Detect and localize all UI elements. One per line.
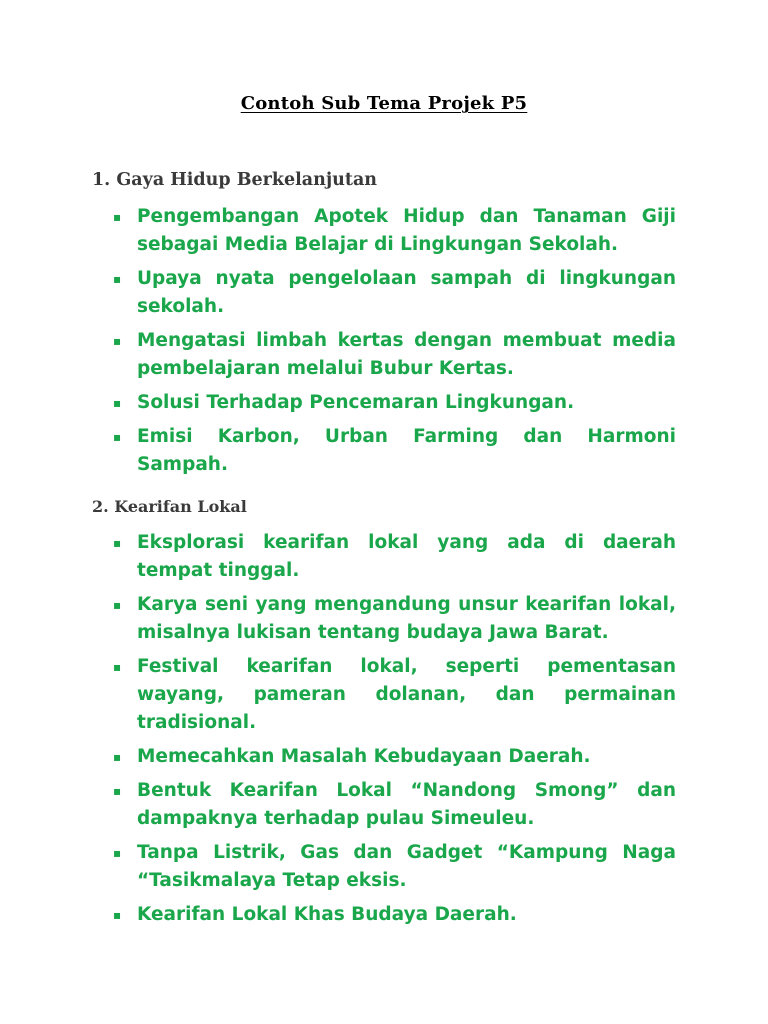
page-title: Contoh Sub Tema Projek P5 [240, 93, 528, 114]
square-bullet-icon: ▪ [113, 598, 122, 612]
section-heading-kearifan-lokal: 2. Kearifan Lokal [92, 497, 247, 516]
list-item [104, 203, 676, 259]
square-bullet-icon: ▪ [113, 430, 122, 444]
list-item [104, 423, 676, 479]
square-bullet-icon: ▪ [113, 334, 122, 348]
list-item-text: Eksplorasi kearifan lokal yang ada di daerah tempat tinggal. [137, 532, 676, 581]
list-item [104, 839, 676, 895]
list-item-text: Memecahkan Masalah Kebudayaan Daerah. [137, 746, 591, 767]
list-item [104, 743, 676, 771]
square-bullet-icon: ▪ [113, 784, 122, 798]
list-item-text: Emisi Karbon, Urban Farming dan Harmoni Sampah. [137, 426, 676, 475]
list-item-text: Pengembangan Apotek Hidup dan Tanaman Giji sebagai Media Belajar di Lingkungan Sekolah. [137, 206, 676, 255]
square-bullet-icon: ▪ [113, 750, 122, 764]
section-heading-gaya-hidup: 1. Gaya Hidup Berkelanjutan [92, 170, 378, 190]
list-item-text: Festival kearifan lokal, seperti pementasan wayang, pameran dolanan, dan permainan tradisional. [137, 656, 676, 733]
list-item [104, 591, 676, 647]
square-bullet-icon: ▪ [113, 908, 122, 922]
list-item-text: Mengatasi limbah kertas dengan membuat media pembelajaran melalui Bubur Kertas. [137, 330, 676, 379]
list-item [104, 777, 676, 833]
square-bullet-icon: ▪ [113, 846, 122, 860]
list-gaya-hidup [104, 203, 676, 485]
list-item-text: Bentuk Kearifan Lokal “Nandong Smong” dan dampaknya terhadap pulau Simeuleu. [137, 780, 676, 829]
square-bullet-icon: ▪ [113, 272, 122, 286]
square-bullet-icon: ▪ [113, 536, 122, 550]
list-item [104, 529, 676, 585]
list-item [104, 653, 676, 737]
square-bullet-icon: ▪ [113, 396, 122, 410]
list-item-text: Karya seni yang mengandung unsur kearifan lokal, misalnya lukisan tentang budaya Jawa Barat. [137, 594, 676, 643]
list-item [104, 389, 676, 417]
list-item-text: Upaya nyata pengelolaan sampah di lingkungan sekolah. [137, 268, 676, 317]
list-item [104, 901, 676, 929]
list-item-text: Solusi Terhadap Pencemaran Lingkungan. [137, 392, 575, 413]
list-kearifan-lokal [104, 529, 676, 935]
square-bullet-icon: ▪ [113, 660, 122, 674]
list-item-text: Tanpa Listrik, Gas dan Gadget “Kampung Naga “Tasikmalaya Tetap eksis. [137, 842, 676, 891]
list-item [104, 265, 676, 321]
list-item [104, 327, 676, 383]
square-bullet-icon: ▪ [113, 210, 122, 224]
list-item-text: Kearifan Lokal Khas Budaya Daerah. [137, 904, 517, 925]
